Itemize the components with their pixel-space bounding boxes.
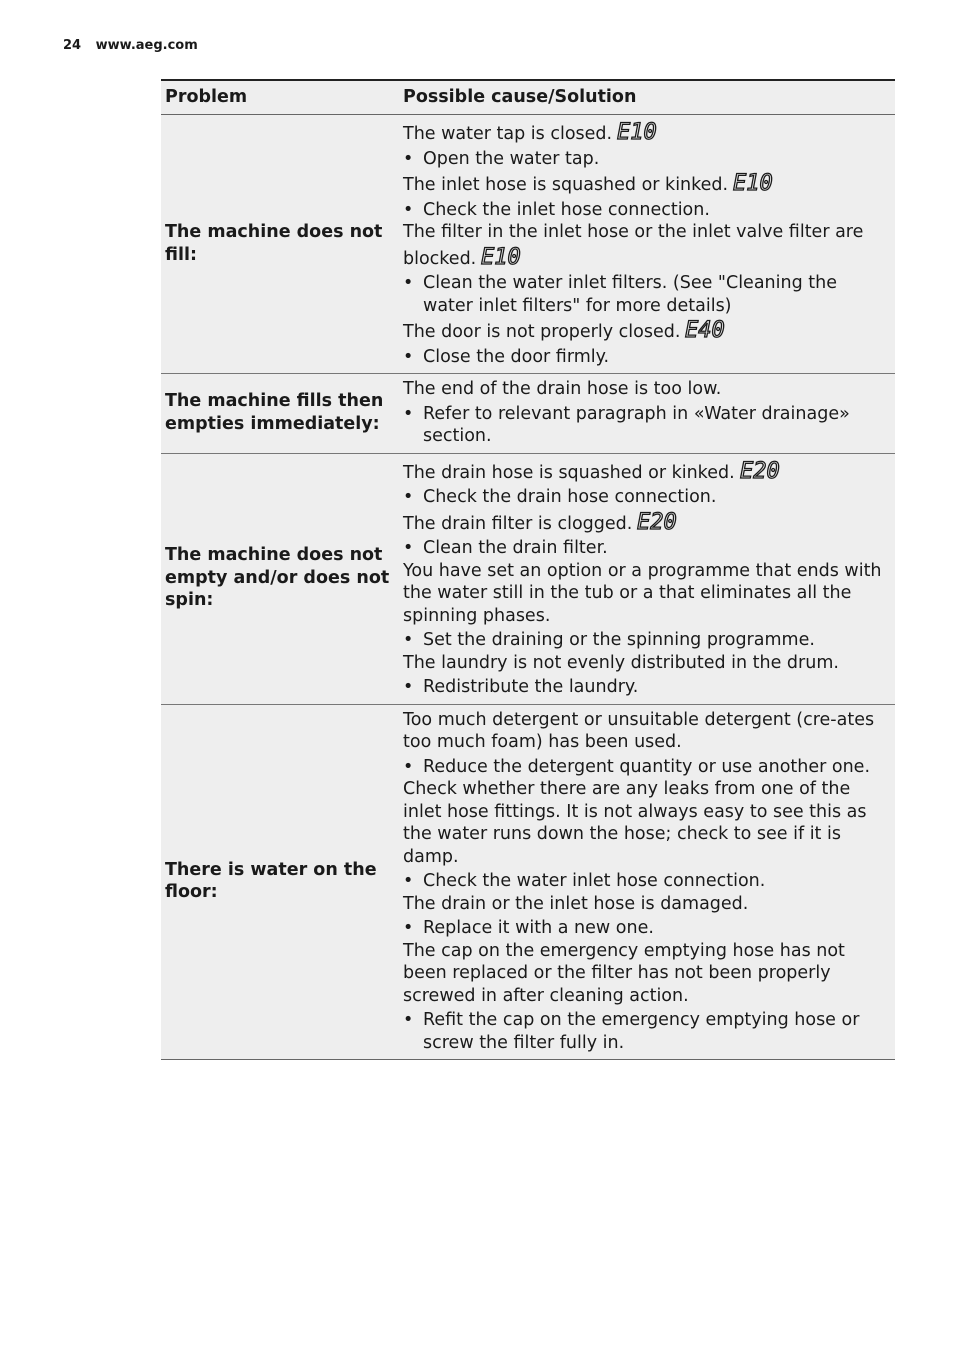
error-code-text: E20 [637, 509, 678, 533]
table-row [161, 704, 895, 1060]
cause-label: Too much detergent or unsuitable detergent (cre-ates too much foam) has been used. [403, 709, 875, 752]
page-header [63, 38, 198, 53]
solution-bullet [403, 272, 891, 317]
cause-label: You have set an option or a programme that ends with the water still in the tub or a that eliminates all the spinning phases. [403, 560, 882, 626]
bullet-dot-icon: • [403, 403, 414, 424]
error-code-icon [684, 317, 728, 341]
bullet-dot-icon: • [403, 273, 414, 293]
cause-label: The end of the drain hose is too low. [403, 379, 722, 399]
solution-bullet [403, 756, 891, 779]
solution-bullet [403, 870, 891, 893]
cause-text [403, 378, 891, 401]
solution-text: Redistribute the laundry. [423, 677, 639, 697]
solution-bullet [403, 199, 891, 222]
cause-text [403, 170, 891, 197]
cause-text [403, 778, 891, 868]
error-code-icon [480, 244, 524, 268]
error-code-icon [739, 458, 783, 482]
solution-bullet [403, 537, 891, 560]
bullet-dot-icon: • [403, 199, 414, 220]
error-code-text: E20 [739, 458, 780, 482]
solution-cell [399, 453, 895, 704]
cause-text [403, 509, 891, 536]
solution-text: Check the drain hose connection. [423, 487, 717, 507]
cause-text [403, 652, 891, 675]
cause-label: The drain hose is squashed or kinked. [403, 462, 735, 483]
solution-text: Refit the cap on the emergency emptying hose or screw the filter fully in. [423, 1010, 860, 1053]
bullet-dot-icon: • [403, 756, 414, 777]
cause-text [403, 893, 891, 916]
bullet-dot-icon: • [403, 148, 414, 169]
solution-column-header: Possible cause/Solution [399, 80, 895, 115]
table-header-row [161, 80, 895, 115]
bullet-dot-icon: • [403, 1010, 414, 1030]
bullet-dot-icon: • [403, 630, 414, 650]
cause-label: The water tap is closed. [403, 124, 613, 144]
website-url: www.aeg.com [95, 38, 198, 53]
troubleshooting-table [161, 79, 895, 1060]
cause-label: The inlet hose is squashed or kinked. [403, 175, 729, 195]
cause-text [403, 709, 891, 754]
solution-text: Clean the drain filter. [423, 538, 608, 558]
solution-bullet [403, 1009, 891, 1054]
solution-text: Reduce the detergent quantity or use another one. [423, 756, 871, 777]
solution-text: Set the draining or the spinning programme. [423, 630, 815, 650]
solution-text: Open the water tap. [423, 148, 600, 169]
solution-cell [399, 704, 895, 1060]
bullet-dot-icon: • [403, 346, 414, 367]
solution-text: Refer to relevant paragraph in «Water drainage» section. [423, 403, 850, 446]
cause-text [403, 119, 891, 146]
error-code-text: E10 [481, 244, 521, 268]
cause-label: The filter in the inlet hose or the inlet valve filter are blocked. [403, 222, 864, 269]
table-row [161, 115, 895, 374]
bullet-dot-icon: • [403, 918, 414, 938]
error-code-icon [636, 509, 680, 533]
solution-bullet [403, 148, 891, 171]
page-number: 24 [63, 38, 82, 53]
problem-cell: The machine does not empty and/or does not spin: [161, 453, 399, 704]
bullet-dot-icon: • [403, 677, 414, 697]
bullet-dot-icon: • [403, 871, 414, 891]
solution-bullet [403, 346, 891, 369]
problem-cell: The machine fills then empties immediately: [161, 374, 399, 454]
solution-bullet [403, 486, 891, 509]
solution-bullet [403, 403, 891, 448]
cause-text [403, 560, 891, 628]
error-code-text: E40 [685, 318, 726, 341]
solution-cell [399, 374, 895, 454]
solution-cell [399, 115, 895, 374]
solution-text: Close the door firmly. [423, 346, 610, 367]
problem-cell: The machine does not fill: [165, 222, 383, 265]
cause-text [403, 458, 891, 485]
error-code-icon [732, 170, 776, 194]
cause-label: The drain or the inlet hose is damaged. [403, 893, 749, 914]
cause-label: The laundry is not evenly distributed in the drum. [403, 652, 839, 673]
bullet-dot-icon: • [403, 487, 414, 507]
error-code-text: E10 [617, 120, 657, 143]
solution-bullet [403, 917, 891, 940]
solution-text: Check the inlet hose connection. [423, 199, 710, 220]
cause-text [403, 317, 891, 344]
solution-text: Check the water inlet hose connection. [423, 871, 766, 891]
problem-cell: There is water on the floor: [161, 704, 399, 1060]
cause-text [403, 221, 891, 270]
cause-label: The door is not properly closed. [403, 322, 681, 342]
cause-label: The cap on the emergency emptying hose has not been replaced or the filter has not been properly screwed in after cleaning action. [403, 940, 845, 1006]
error-code-icon [616, 119, 660, 143]
solution-bullet [403, 629, 891, 652]
cause-label: Check whether there are any leaks from one of the inlet hose fittings. It is not always easy to see this as the water runs down the hose; check to see if it is damp. [403, 779, 867, 867]
solution-bullet [403, 676, 891, 699]
bullet-dot-icon: • [403, 538, 414, 558]
table-row [161, 374, 895, 454]
cause-label: The drain filter is clogged. [403, 513, 633, 534]
error-code-text: E10 [733, 171, 773, 194]
solution-text: Replace it with a new one. [423, 918, 654, 938]
solution-text: Clean the water inlet filters. (See "Cleaning the water inlet filters" for more details) [423, 273, 837, 316]
table-row [161, 453, 895, 704]
cause-text [403, 940, 891, 1008]
problem-column-header: Problem [161, 80, 399, 115]
